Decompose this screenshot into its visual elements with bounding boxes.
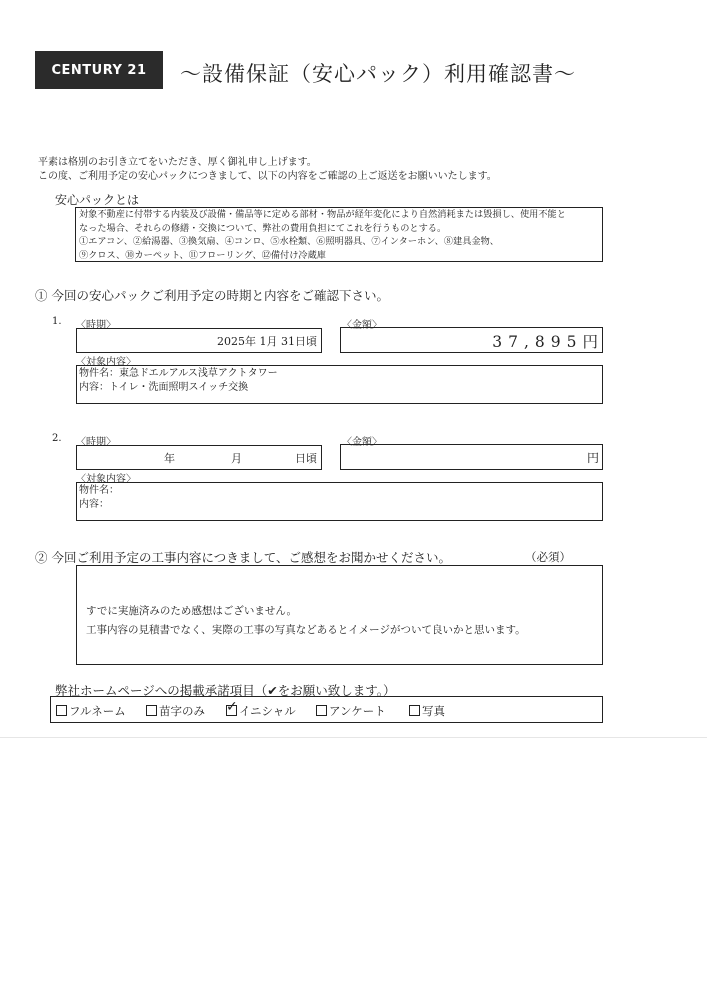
- consent-heading: 弊社ホームページへの掲載承諾項目（✔をお願い致します。）: [55, 683, 396, 698]
- entry2-property: 物件名：: [79, 485, 119, 496]
- intro-line-2: この度、ご利用予定の安心パックにつきまして、以下の内容をご確認の上ご返送をお願いいたします。: [38, 171, 497, 182]
- option-surname-label: 苗字のみ: [159, 704, 205, 718]
- entry2-content-label: 〈対象内容〉: [76, 474, 136, 485]
- check-mark-icon: ✓: [226, 699, 238, 715]
- entry1-period-box[interactable]: [76, 328, 322, 353]
- option-fullname-label: フルネーム: [69, 704, 126, 718]
- definition-line: ⑨クロス、⑩カーペット、⑪フローリング、⑫備付け冷蔵庫: [79, 249, 326, 261]
- entry1-content-box[interactable]: [76, 365, 603, 404]
- checkbox-fullname[interactable]: [56, 705, 67, 716]
- option-initial[interactable]: [226, 699, 296, 719]
- entry1-content-label: 〈対象内容〉: [76, 357, 136, 368]
- entry1-amount-label: 〈金額〉: [342, 320, 382, 331]
- entry1-amount-box[interactable]: [340, 327, 603, 353]
- option-survey-label: アンケート: [329, 704, 386, 718]
- feedback-line-1: すでに実施済みのため感想はございません。: [86, 605, 297, 617]
- entry2-content-box[interactable]: [76, 482, 603, 521]
- entry2-amount-value: 円: [586, 451, 599, 465]
- option-surname[interactable]: [146, 703, 205, 719]
- checkbox-photo[interactable]: [409, 705, 420, 716]
- entry1-amount-value: 37,895円: [492, 333, 604, 351]
- entry2-content: 内容：: [79, 499, 109, 510]
- definition-line: ①エアコン、②給湯器、③換気扇、④コンロ、⑤水栓類、⑥照明器具、⑦インターホン、⑧建具金物、: [79, 236, 499, 247]
- entry2-year: 年: [164, 452, 175, 465]
- option-survey[interactable]: [316, 703, 386, 719]
- document-title: 〜設備保証（安心パック）利用確認書〜: [180, 62, 576, 86]
- entry1-number: 1.: [52, 316, 62, 327]
- checkbox-initial[interactable]: [226, 699, 238, 716]
- entry2-month: 月: [231, 452, 242, 465]
- option-photo[interactable]: [409, 703, 445, 719]
- checkbox-survey[interactable]: [316, 705, 327, 716]
- entry2-amount-label: 〈金額〉: [342, 437, 382, 448]
- entry1-period-value: 2025年 1月 31日頃: [217, 335, 317, 348]
- required-label: （必須）: [525, 550, 571, 564]
- entry1-content: 内容：トイレ・洗面照明スイッチ交換: [79, 382, 249, 393]
- checkbox-surname[interactable]: [146, 705, 157, 716]
- intro-line-1: 平素は格別のお引き立てをいただき、厚く御礼申し上げます。: [38, 157, 317, 168]
- section1-heading: ① 今回の安心パックご利用予定の時期と内容をご確認下さい。: [35, 288, 389, 303]
- entry2-period-box[interactable]: [76, 445, 322, 470]
- scan-divider: [0, 737, 707, 738]
- consent-box: [50, 696, 603, 723]
- feedback-line-2: 工事内容の見積書でなく、実際の工事の写真などあるとイメージがついて良いかと思います。: [86, 624, 526, 636]
- definition-line: なった場合、それらの修繕・交換について、弊社の費用負担にてこれを行うものとする。: [79, 222, 447, 234]
- entry2-amount-box[interactable]: [340, 444, 603, 470]
- definition-line: 対象不動産に付帯する内装及び設備・備品等に定める部材・物品が経年変化により自然消耗または毀損し、使用不能と: [79, 209, 566, 220]
- entry2-period-label: 〈時期〉: [76, 437, 116, 448]
- option-initial-label: イニシャル: [239, 704, 296, 718]
- feedback-box[interactable]: [76, 565, 603, 665]
- definition-box: [75, 207, 603, 262]
- century21-logo: CENTURY 21: [35, 51, 163, 89]
- option-photo-label: 写真: [422, 704, 445, 718]
- option-fullname[interactable]: [56, 703, 126, 719]
- definition-heading: 安心パックとは: [55, 193, 140, 207]
- entry1-period-label: 〈時期〉: [76, 320, 116, 331]
- entry2-number: 2.: [52, 433, 62, 444]
- section2-heading: ② 今回ご利用予定の工事内容につきまして、ご感想をお聞かせください。: [35, 550, 451, 565]
- entry1-property: 物件名：東急ドエルアルス浅草アクトタワー: [79, 368, 278, 379]
- entry2-day: 日頃: [295, 452, 317, 465]
